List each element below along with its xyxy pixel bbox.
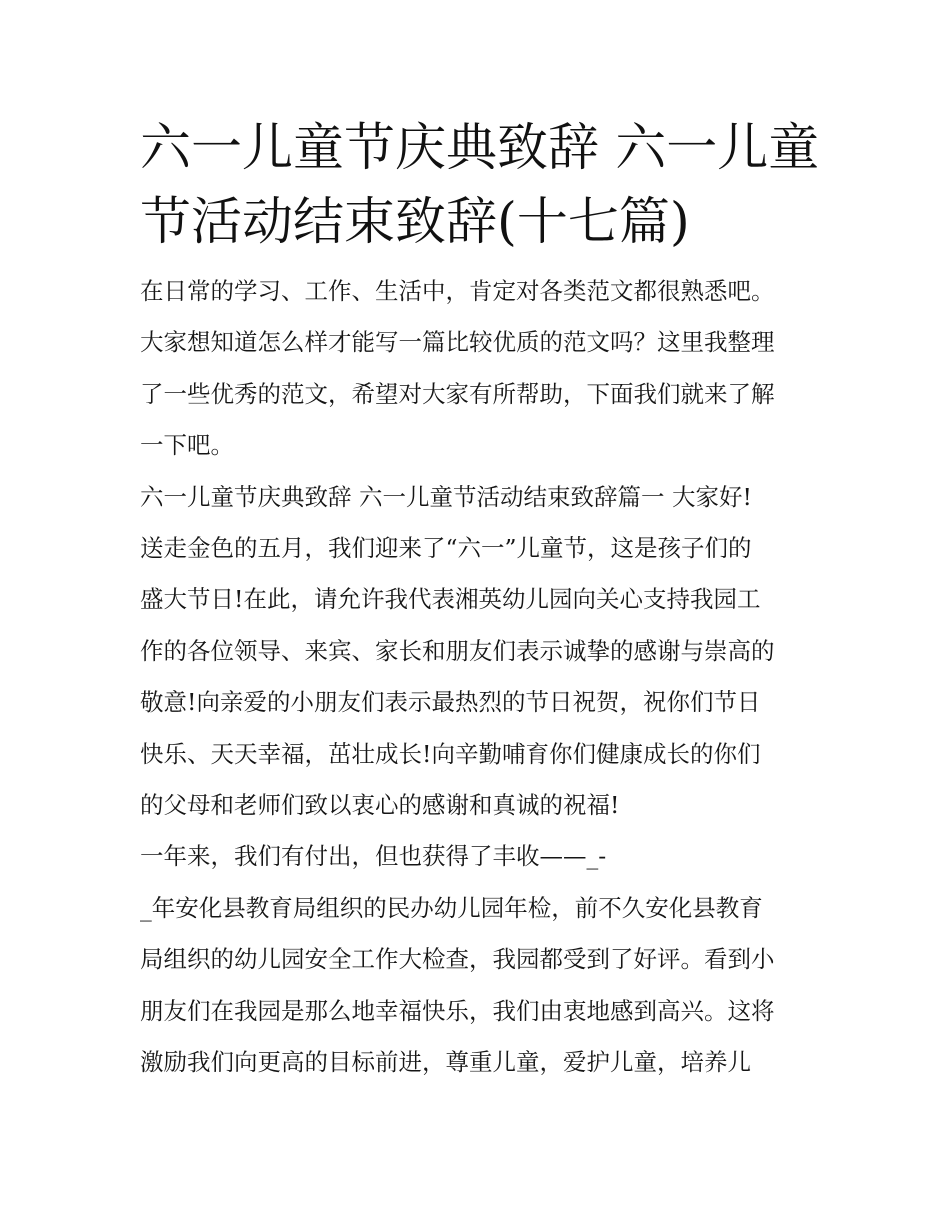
text-line: 作的各位领导、来宾、家长和朋友们表示诚挚的感谢与崇高的: [140, 636, 775, 665]
text-line: 一下吧。: [140, 431, 234, 460]
text-line: 朋友们在我园是那么地幸福快乐，我们由衷地感到高兴。这将: [140, 996, 775, 1025]
text-line: 一年来，我们有付出，但也获得了丰收——_-: [140, 842, 607, 871]
text-line: 盛大节日!在此，请允许我代表湘英幼儿园向关心支持我园工: [140, 585, 761, 614]
text-line: 六一儿童节庆典致辞 六一儿童节活动结束致辞篇一 大家好!: [140, 482, 752, 511]
document-title: [140, 112, 820, 260]
title-line: 六一儿童节庆典致辞 六一儿童: [140, 119, 820, 178]
achievement-paragraph: [140, 831, 815, 1088]
intro-paragraph: [140, 266, 815, 472]
text-line: 的父母和老师们致以衷心的感谢和真诚的祝福!: [140, 791, 620, 820]
text-line: _年安化县教育局组织的民办幼儿园年检，前不久安化县教育: [140, 893, 763, 922]
text-line: 激励我们向更高的目标前进，尊重儿童，爱护儿童，培养儿: [140, 1048, 751, 1077]
text-line: 局组织的幼儿园安全工作大检查，我园都受到了好评。看到小: [140, 945, 775, 974]
text-line: 大家想知道怎么样才能写一篇比较优质的范文吗？这里我整理: [140, 328, 775, 357]
text-line: 送走金色的五月，我们迎来了“六一”儿童节，这是孩子们的: [140, 534, 752, 563]
speech-paragraph: [140, 472, 815, 832]
text-line: 敬意!向亲爱的小朋友们表示最热烈的节日祝贺，祝你们节日: [140, 688, 761, 717]
document-body: [140, 112, 820, 1089]
title-line: 节活动结束致辞(十七篇): [140, 193, 690, 252]
text-line: 了一些优秀的范文，希望对大家有所帮助，下面我们就来了解: [140, 379, 775, 408]
text-line: 在日常的学习、工作、生活中，肯定对各类范文都很熟悉吧。: [140, 277, 775, 305]
text-line: 快乐、天天幸福，茁壮成长!向辛勤哺育你们健康成长的你们: [140, 739, 761, 768]
